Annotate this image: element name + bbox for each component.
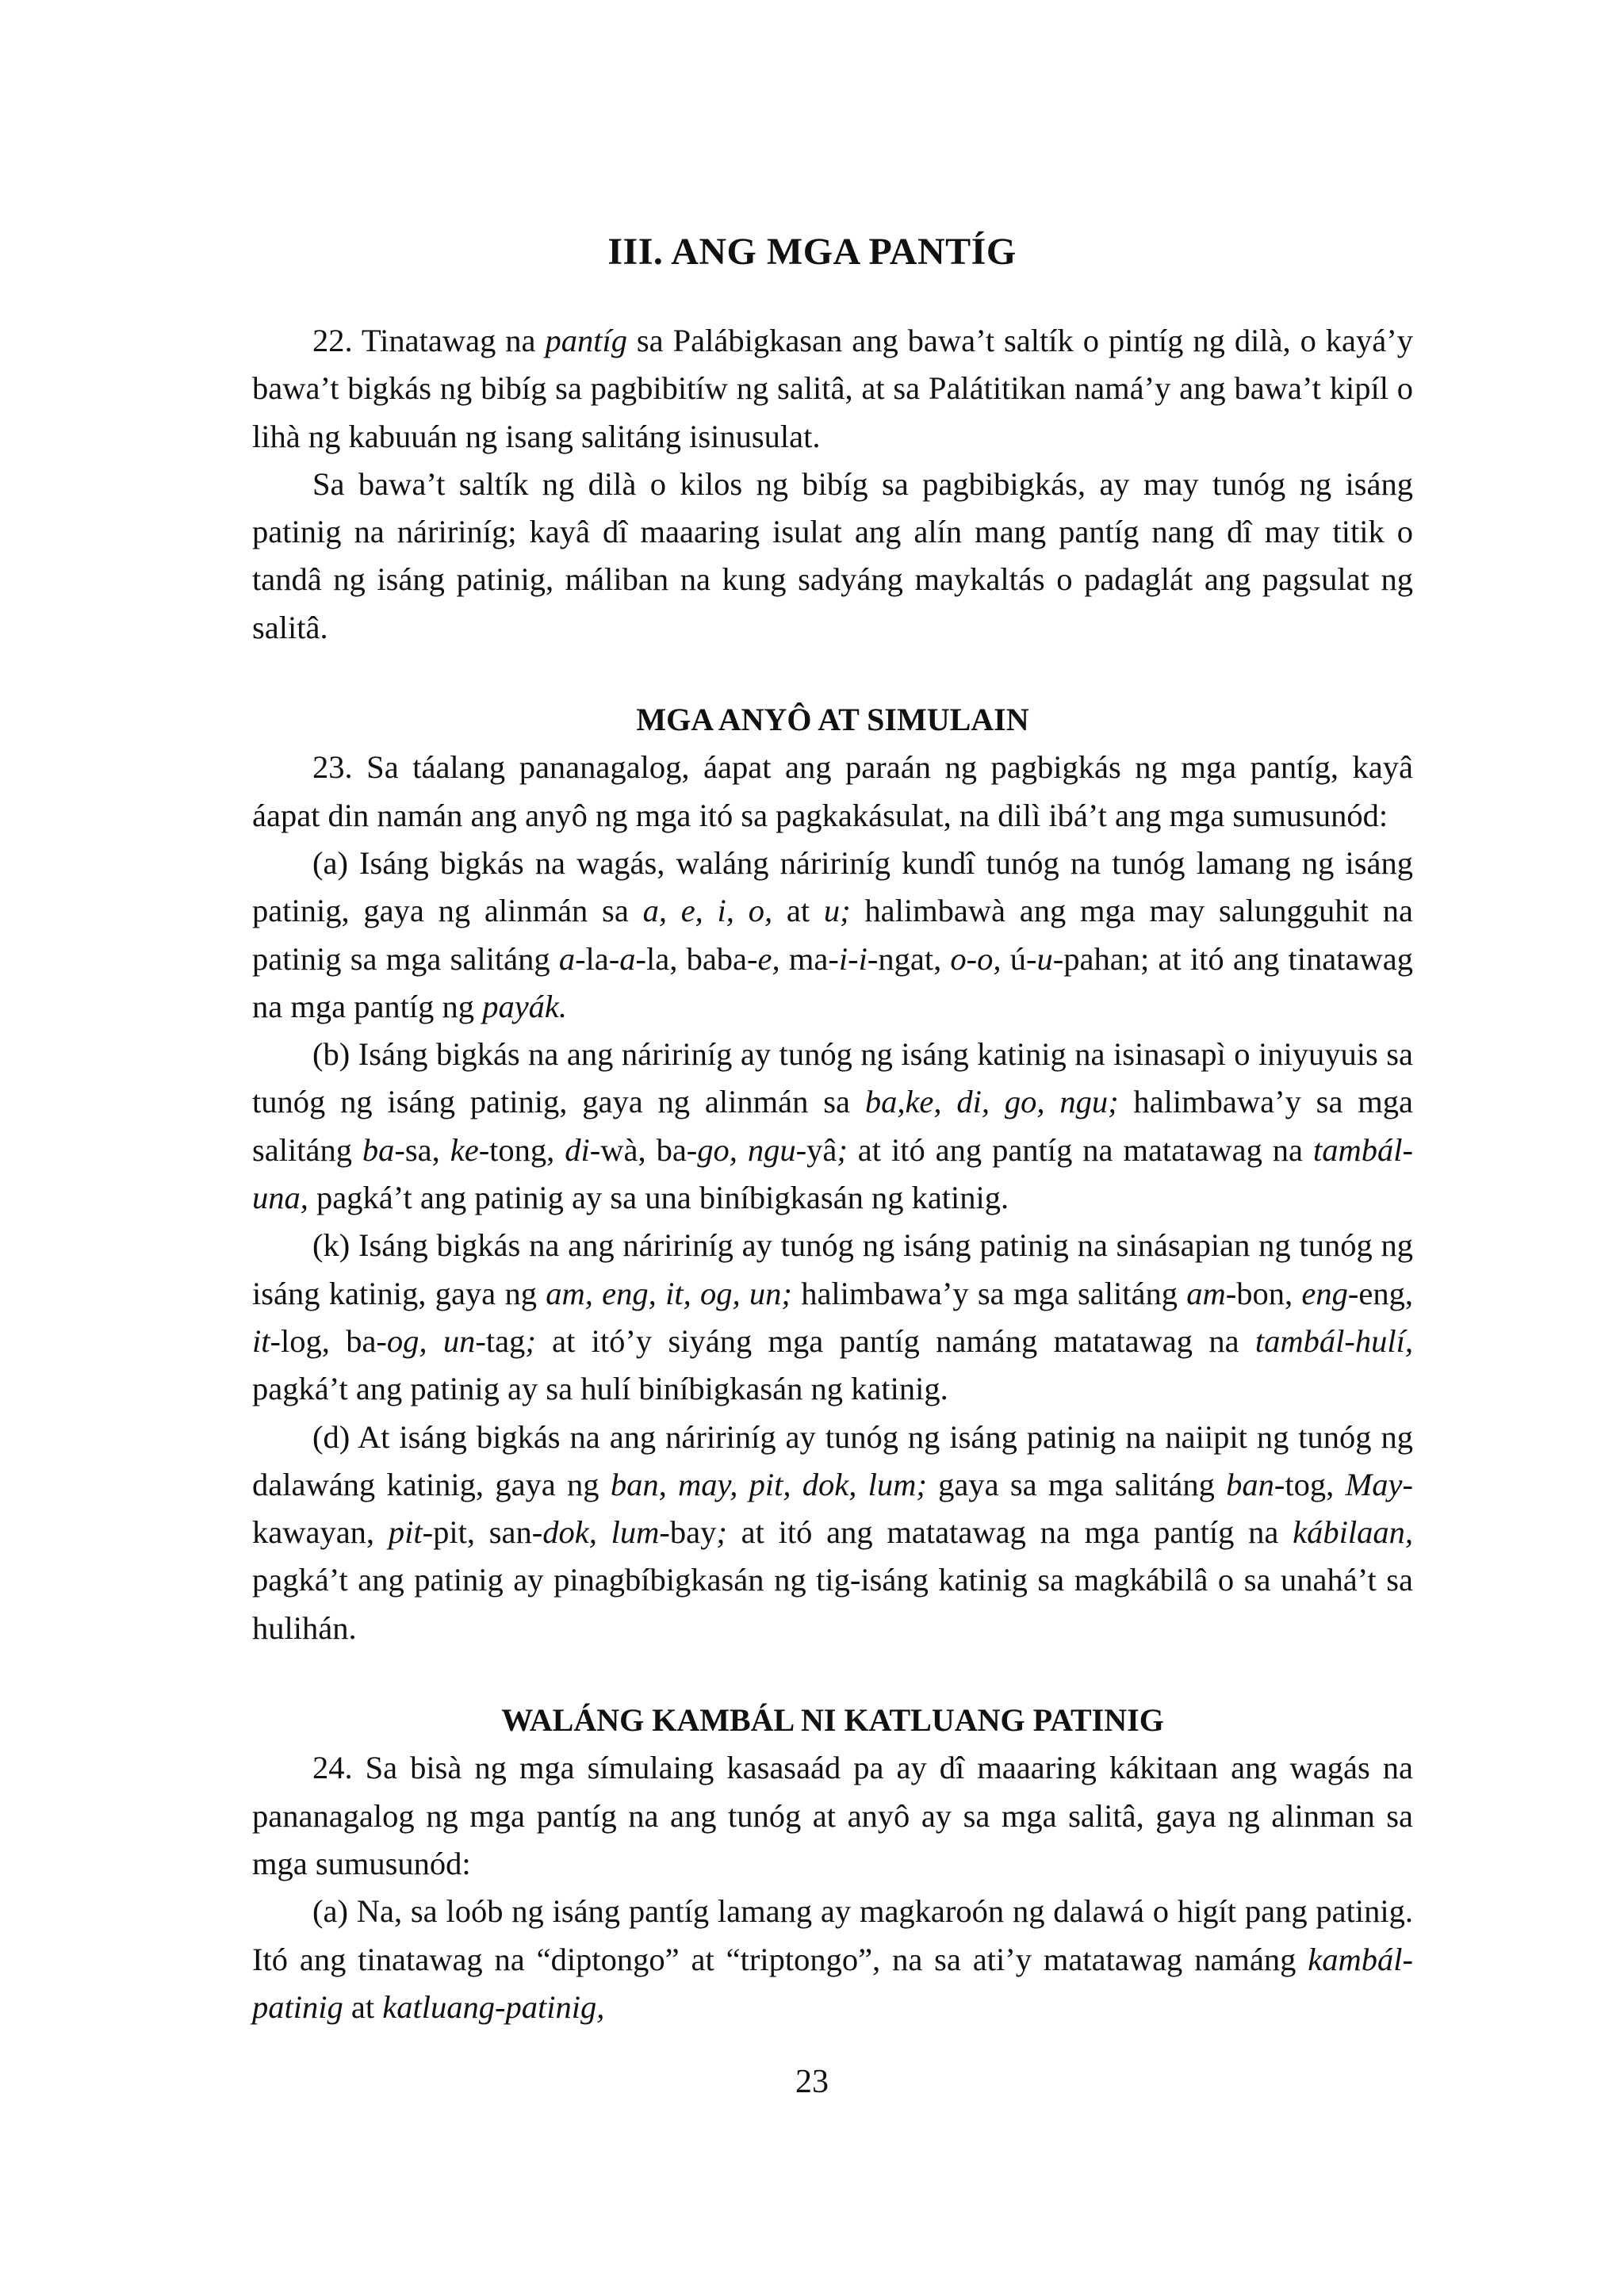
text-run: Sa bawa’t saltík ng dilà o kilos ng bibíg sa pagbibigkás, ay may tunóg ng isáng patinig na náririníg; kayâ dî maaaring isulat ang alín mang pantíg nang dî may titik o tandâ ng isáng patinig, máliban na kung sadyáng maykaltás o padaglát ang pagsulat ng salitâ.	[252, 465, 1413, 645]
italic-text: ban, may, pit, dok, lum;	[610, 1466, 927, 1502]
text-run	[427, 1323, 443, 1359]
text-run: (d) At isáng bigkás na ang náririníg ay tunóg ng isáng patinig na naiipit ng tunóg ng dalawáng katinig, gaya ng	[252, 1418, 1413, 1502]
text-run: halimbawa’y sa mga salitáng	[791, 1275, 1187, 1311]
text-run: -tag	[475, 1322, 526, 1359]
italic-text: kambál-patinig	[252, 1941, 1413, 2025]
italic-text: May	[1345, 1466, 1403, 1502]
paragraph-24-a	[252, 1888, 1413, 2031]
text-run: at	[772, 893, 824, 929]
text-run: -kawayan,	[252, 1466, 1413, 1551]
text-run: gaya sa mga salitáng	[926, 1466, 1227, 1502]
page-number: 23	[795, 2064, 829, 2100]
italic-text: eng	[1301, 1275, 1348, 1311]
italic-text: lum	[611, 1514, 660, 1551]
italic-text: ba	[362, 1131, 395, 1168]
text-run: at itó ang pantíg na matatawag na	[847, 1131, 1313, 1168]
text-run: 24. Sa bisà ng mga símulaing kasasaád pa ay dî maaaring kákitaan ang wagás na pananagalog ng mga pantíg na ang tunóg at anyô ay sa mga salitâ, gaya ng alinman sa mga sumusunód:	[252, 1750, 1413, 1881]
text-run: -ngat,	[867, 940, 951, 977]
italic-text: o-o,	[950, 940, 1002, 977]
italic-text: dok,	[542, 1514, 597, 1551]
text-run: -eng,	[1347, 1275, 1413, 1311]
text-run: 23. Sa táalang pananagalog, áapat ang paraán ng pagbigkás ng mga pantíg, kayâ áapat din namán ang anyô ng mga itó sa pagkakásulat, na dilì ibá’t ang mga sumusunód:	[252, 749, 1413, 833]
text-run: -wà, ba-	[589, 1131, 698, 1168]
text-run: ma-	[779, 940, 839, 977]
italic-text: a, e, i, o,	[642, 893, 773, 929]
text-run: (a) Na, sa loób ng isáng pantíg lamang ay magkaroón ng dalawá o higít pang patinig. Itó ang tinatawag na “diptongo” at “triptongo”, na sa ati’y matatawag namáng	[252, 1893, 1413, 1977]
text-run: -pahan; at itó ang tinatawag na mga pantíg ng	[252, 940, 1413, 1024]
text-run: -la, baba-	[635, 940, 758, 977]
italic-text: i	[858, 940, 868, 977]
italic-text: u	[1036, 940, 1053, 977]
italic-text: a	[558, 940, 576, 977]
italic-text: tambál-una,	[252, 1131, 1413, 1216]
italic-text: ;	[525, 1322, 536, 1359]
paragraph-23-d	[252, 1414, 1413, 1652]
text-run: -tog,	[1274, 1466, 1346, 1502]
text-run: at itó’y siyáng mga pantíg namáng matatawag na	[535, 1322, 1255, 1359]
text-run: sa Palábigkasan ang bawa’t saltík o pintíg ng dilà, o kayá’y bawa’t bigkás ng bibíg sa pagbibitíw ng salitâ, at sa Palátitikan namá’y ang bawa’t kipíl o lihà ng kabuuán ng isang salitáng isinusulat.	[252, 323, 1413, 454]
text-run: -la-	[575, 940, 620, 977]
italic-text: it	[252, 1322, 270, 1359]
paragraph-23-k	[252, 1222, 1413, 1413]
text-run: pagká’t ang patinig ay sa hulí biníbigkasán ng katinig.	[252, 1371, 948, 1407]
text-run: (b) Isáng bigkás na ang náririníg ay tunóg ng isáng katinig na isinasapì o iniyuyuis sa tunóg ng isáng patinig, gaya ng alinmán sa	[252, 1036, 1413, 1120]
text-run: -bon,	[1225, 1275, 1302, 1311]
italic-text: am, eng, it, og, un;	[546, 1275, 792, 1311]
chapter-title: III. ANG MGA PANTÍG	[607, 231, 1017, 273]
italic-text: payák.	[482, 988, 568, 1024]
text-run: -tong,	[478, 1131, 565, 1168]
text-run: (a) Isáng bigkás na wagás, waláng náririníg kundî tunóg na tunóg lamang ng isáng patinig, gaya ng alinmán sa	[252, 844, 1413, 929]
italic-text: un	[442, 1322, 476, 1359]
section-title-anyo: MGA ANYÔ AT SIMULAIN	[636, 702, 1029, 738]
text-run: -bay	[659, 1514, 717, 1551]
italic-text: a	[619, 940, 636, 977]
text-run: -sa,	[394, 1131, 450, 1168]
italic-text: ban	[1226, 1466, 1274, 1502]
text-run: at	[343, 1988, 383, 2025]
paragraph-23	[252, 744, 1413, 840]
paragraph-23-b	[252, 1031, 1413, 1222]
body-text	[252, 317, 1413, 2031]
paragraph-24	[252, 1744, 1413, 1888]
text-run: (k) Isáng bigkás na ang náririníg ay tunóg ng isáng patinig na sinásapian ng tunóg ng isáng katinig, gaya ng	[252, 1227, 1413, 1311]
italic-text: og,	[386, 1322, 427, 1359]
italic-text: i	[838, 940, 848, 977]
paragraph-23-a	[252, 840, 1413, 1031]
text-run: -yâ	[795, 1131, 837, 1168]
italic-text: go, ngu	[697, 1131, 796, 1168]
text-run: ú-	[1001, 940, 1037, 977]
italic-text: pantíg	[545, 323, 627, 358]
italic-text: am	[1186, 1275, 1226, 1311]
italic-text: ;	[716, 1514, 727, 1551]
italic-text: katluang-patinig,	[382, 1988, 605, 2025]
text-run: halimbawa’y sa mga salitáng	[252, 1084, 1413, 1168]
italic-text: ke	[450, 1131, 479, 1168]
text-run: pagká’t ang patinig ay pinagbíbigkasán ng tig-isáng katinig sa magkábilâ o sa unahá’t sa hulihán.	[252, 1562, 1413, 1646]
italic-text: ba,ke, di, go, ngu;	[864, 1084, 1119, 1120]
text-run: -	[848, 940, 859, 977]
text-run: at itó ang matatawag na mga pantíg na	[726, 1514, 1293, 1551]
paragraph-22	[252, 317, 1413, 461]
italic-text: e,	[757, 940, 780, 977]
text-run: -pit, san-	[422, 1514, 543, 1551]
italic-text: di	[565, 1131, 590, 1168]
italic-text: ;	[837, 1131, 848, 1168]
text-run: -log, ba-	[270, 1322, 387, 1359]
text-run: pagká’t ang patinig ay sa una biníbigkasán ng katinig.	[308, 1180, 1009, 1216]
italic-text: kábilaan,	[1293, 1514, 1413, 1551]
italic-text: u;	[823, 893, 851, 929]
section-title-walang: WALÁNG KAMBÁL NI KATLUANG PATINIG	[501, 1702, 1164, 1739]
italic-text: tambál-hulí,	[1254, 1322, 1413, 1359]
paragraph-22-continuation	[252, 461, 1413, 652]
text-run: halimbawà ang mga may salungguhit na patinig sa mga salitáng	[252, 893, 1413, 977]
text-run: 22. Tinatawag na	[312, 323, 546, 358]
text-run	[597, 1514, 611, 1550]
italic-text: pit	[388, 1514, 423, 1551]
